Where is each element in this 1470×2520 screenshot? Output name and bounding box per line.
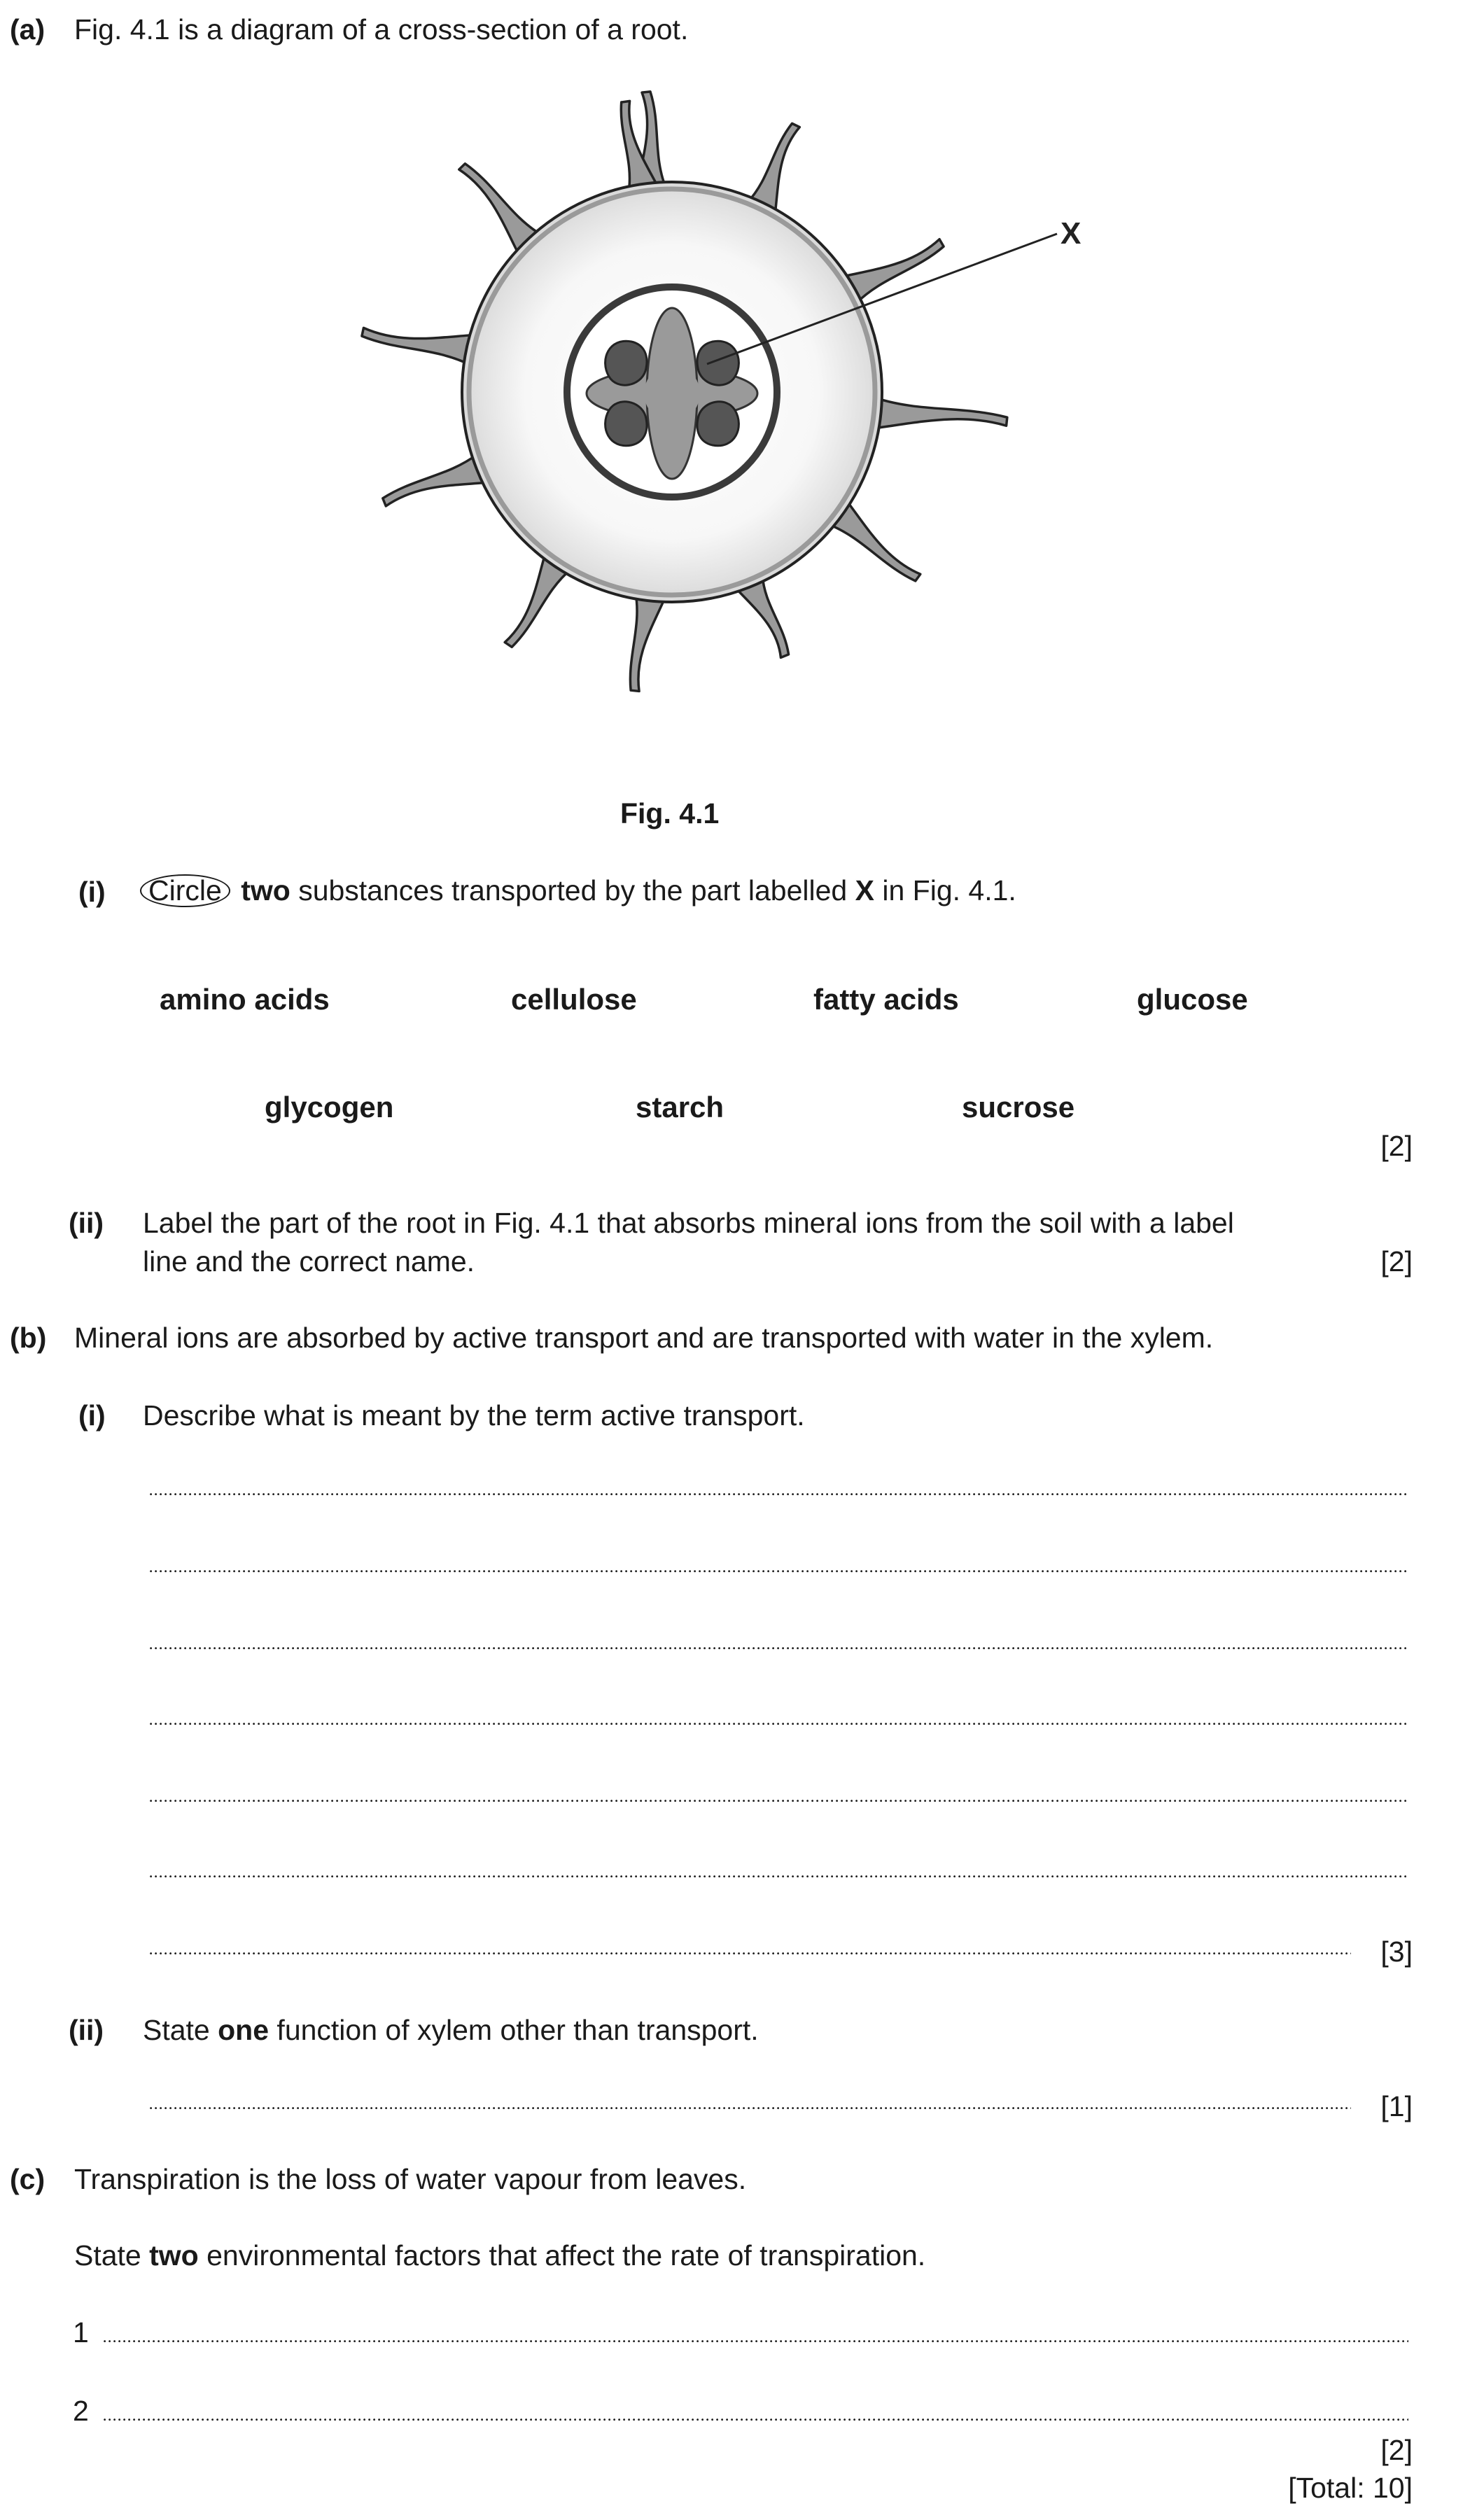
marks-c: [2] xyxy=(1380,2434,1413,2466)
answer-number-2: 2 xyxy=(73,2395,89,2427)
part-a-i-question: Circle two substances transported by the part labelled X in Fig. 4.1. xyxy=(140,874,1016,908)
option-glucose[interactable]: glucose xyxy=(1137,983,1248,1016)
part-c-stem: Transpiration is the loss of water vapour from leaves. xyxy=(74,2163,747,2195)
marks-b-i: [3] xyxy=(1380,1935,1413,1968)
option-amino-acids[interactable]: amino acids xyxy=(160,983,330,1016)
phloem-bottom-left xyxy=(606,402,647,446)
answer-line-b-i-6[interactable] xyxy=(150,1875,1408,1878)
part-b-ii-label: (ii) xyxy=(69,2014,104,2046)
answer-line-b-i-7[interactable] xyxy=(150,1952,1351,1955)
label-x: X xyxy=(1060,216,1082,251)
phloem-top-left xyxy=(606,341,647,385)
part-c-label: (c) xyxy=(10,2163,46,2195)
part-a-i-label: (i) xyxy=(78,876,106,908)
part-a-ii-line1: Label the part of the root in Fig. 4.1 that absorbs mineral ions from the soil with a label xyxy=(143,1207,1234,1239)
root-hair xyxy=(362,328,477,365)
marks-b-ii: [1] xyxy=(1380,2090,1413,2122)
answer-line-b-i-1[interactable] xyxy=(150,1493,1408,1496)
answer-line-b-i-5[interactable] xyxy=(150,1800,1408,1802)
part-b-ii-question: State one function of xylem other than transport. xyxy=(143,2014,759,2046)
part-b-label: (b) xyxy=(10,1322,47,1354)
part-a-stem: Fig. 4.1 is a diagram of a cross-section of a root. xyxy=(74,13,689,46)
part-b-i-label: (i) xyxy=(78,1399,106,1432)
marks-a-i: [2] xyxy=(1380,1130,1413,1162)
root-hair xyxy=(872,398,1007,428)
option-starch[interactable]: starch xyxy=(636,1091,724,1124)
phloem-bottom-right xyxy=(697,402,738,446)
option-glycogen[interactable]: glycogen xyxy=(265,1091,394,1124)
root-cross-section-diagram xyxy=(252,77,1092,777)
root-hair xyxy=(630,592,666,691)
part-b-stem: Mineral ions are absorbed by active transport and are transported with water in the xylem. xyxy=(74,1322,1214,1354)
phloem-top-right xyxy=(697,341,738,385)
answer-line-c-1[interactable] xyxy=(104,2340,1408,2343)
figure-caption: Fig. 4.1 xyxy=(620,797,720,830)
option-sucrose[interactable]: sucrose xyxy=(962,1091,1075,1124)
part-a-ii-label: (ii) xyxy=(69,1207,104,1239)
answer-number-1: 1 xyxy=(73,2316,89,2348)
circle-instruction: Circle xyxy=(140,874,230,907)
part-a-label: (a) xyxy=(10,13,46,46)
answer-line-c-2[interactable] xyxy=(104,2418,1408,2421)
option-cellulose[interactable]: cellulose xyxy=(511,983,637,1016)
total-marks: [Total: 10] xyxy=(1288,2472,1413,2504)
part-b-i-question: Describe what is meant by the term active transport. xyxy=(143,1399,805,1432)
option-fatty-acids[interactable]: fatty acids xyxy=(813,983,959,1016)
part-c-question: State two environmental factors that affect the rate of transpiration. xyxy=(74,2239,926,2272)
part-a-ii-line2: line and the correct name. xyxy=(143,1245,475,1278)
answer-line-b-i-2[interactable] xyxy=(150,1570,1408,1573)
marks-a-ii: [2] xyxy=(1380,1245,1413,1278)
answer-line-b-ii[interactable] xyxy=(150,2107,1351,2110)
answer-line-b-i-4[interactable] xyxy=(150,1723,1408,1726)
answer-line-b-i-3[interactable] xyxy=(150,1647,1408,1650)
